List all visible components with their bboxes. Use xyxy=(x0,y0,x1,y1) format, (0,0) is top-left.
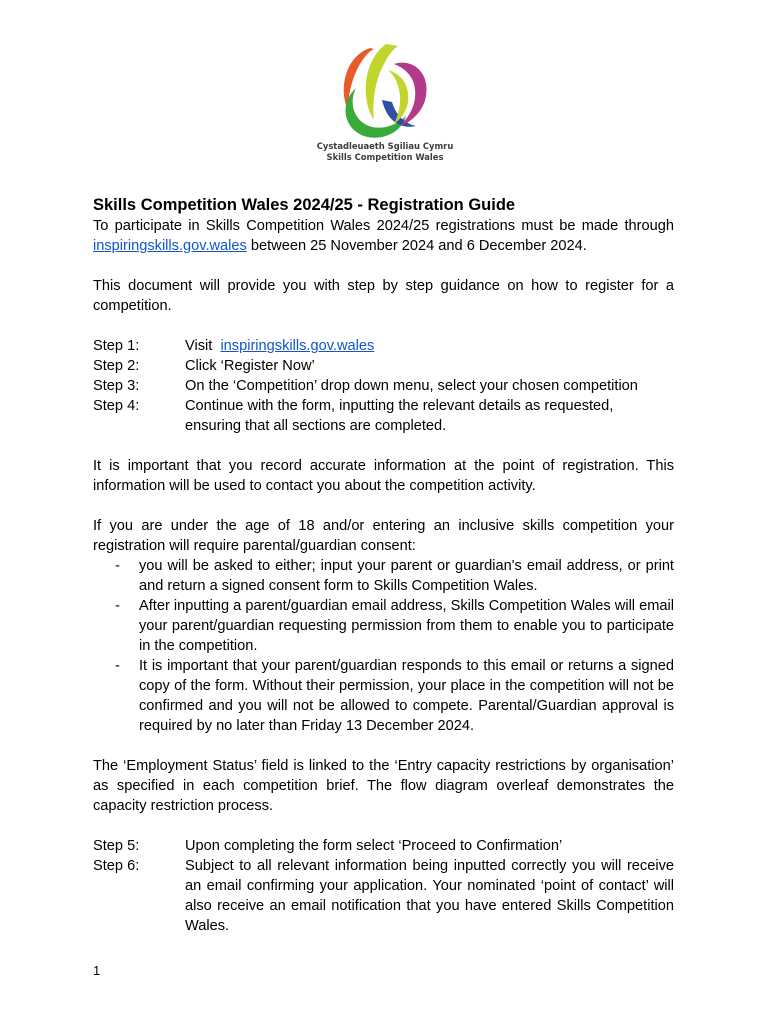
list-item-text: It is important that your parent/guardian responds to this email or returns a signed copy of the form. Without their permission, your place in the competition will not be confirmed and you will not be allowed to compete. Parental/Guardian approval is required by no later than Friday 13 December 2024. xyxy=(139,658,674,734)
step-1 xyxy=(93,336,674,356)
page-number: 1 xyxy=(93,963,101,978)
dash-bullet: - xyxy=(115,558,120,574)
step-text: Subject to all relevant information being inputted correctly you will receive an email confirming your application. Your nominated ‘point of contact’ will also receive an email notification that you have entered Skills Competition Wales. xyxy=(185,858,674,934)
step-3 xyxy=(93,376,674,396)
intro-text-before: To participate in Skills Competition Wales 2024/25 registrations must be made through xyxy=(93,218,674,234)
step-label: Step 2: xyxy=(93,358,140,374)
step-text: On the ‘Competition’ drop down menu, select your chosen competition xyxy=(185,378,638,394)
step-2 xyxy=(93,356,674,376)
intro-paragraph xyxy=(93,216,674,256)
logo-text-english: Skills Competition Wales xyxy=(326,152,444,162)
step-label: Step 6: xyxy=(93,858,140,874)
step-text: Click ‘Register Now’ xyxy=(185,358,315,374)
inspiringskills-link[interactable]: inspiringskills.gov.wales xyxy=(93,238,247,254)
consent-bullet-list xyxy=(93,556,674,736)
steps-list-a xyxy=(93,336,674,436)
under-18-paragraph: If you are under the age of 18 and/or entering an inclusive skills competition your registration will require parental/guardian consent: xyxy=(93,518,674,554)
logo-swirl-icon xyxy=(312,40,458,144)
step-label: Step 1: xyxy=(93,338,140,354)
skills-competition-wales-logo xyxy=(312,40,458,168)
step-text: Continue with the form, inputting the relevant details as requested, ensuring that all sections are completed. xyxy=(185,398,614,434)
employment-status-paragraph: The ‘Employment Status’ field is linked to the ‘Entry capacity restrictions by organisation’ as specified in each competition brief. The flow diagram overleaf demonstrates the capacity restriction process. xyxy=(93,758,674,814)
dash-bullet: - xyxy=(115,658,120,674)
steps-list-b xyxy=(93,836,674,936)
step-label: Step 5: xyxy=(93,838,140,854)
logo-text-welsh: Cystadleuaeth Sgiliau Cymru xyxy=(316,141,454,151)
list-item xyxy=(93,596,674,656)
step-text: Upon completing the form select ‘Proceed to Confirmation’ xyxy=(185,838,563,854)
guidance-paragraph: This document will provide you with step by step guidance on how to register for a competition. xyxy=(93,278,674,314)
document-title: Skills Competition Wales 2024/25 - Registration Guide xyxy=(93,196,516,214)
intro-text-after: between 25 November 2024 and 6 December 2024. xyxy=(246,238,587,254)
document-body xyxy=(93,194,674,936)
step-label: Step 4: xyxy=(93,398,140,414)
step-label: Step 3: xyxy=(93,378,140,394)
step-text: Visit xyxy=(185,338,217,354)
accurate-info-paragraph: It is important that you record accurate information at the point of registration. This information will be used to contact you about the competition activity. xyxy=(93,458,674,494)
list-item xyxy=(93,656,674,736)
list-item-text: you will be asked to either; input your parent or guardian's email address, or print and return a signed consent form to Skills Competition Wales. xyxy=(139,558,674,594)
step-4 xyxy=(93,396,674,436)
step-6 xyxy=(93,856,674,936)
dash-bullet: - xyxy=(115,598,120,614)
list-item xyxy=(93,556,674,596)
step-5 xyxy=(93,836,674,856)
list-item-text: After inputting a parent/guardian email address, Skills Competition Wales will email your parent/guardian requesting permission from them to enable you to participate in the competition. xyxy=(139,598,674,654)
step-1-link[interactable]: inspiringskills.gov.wales xyxy=(220,338,375,354)
